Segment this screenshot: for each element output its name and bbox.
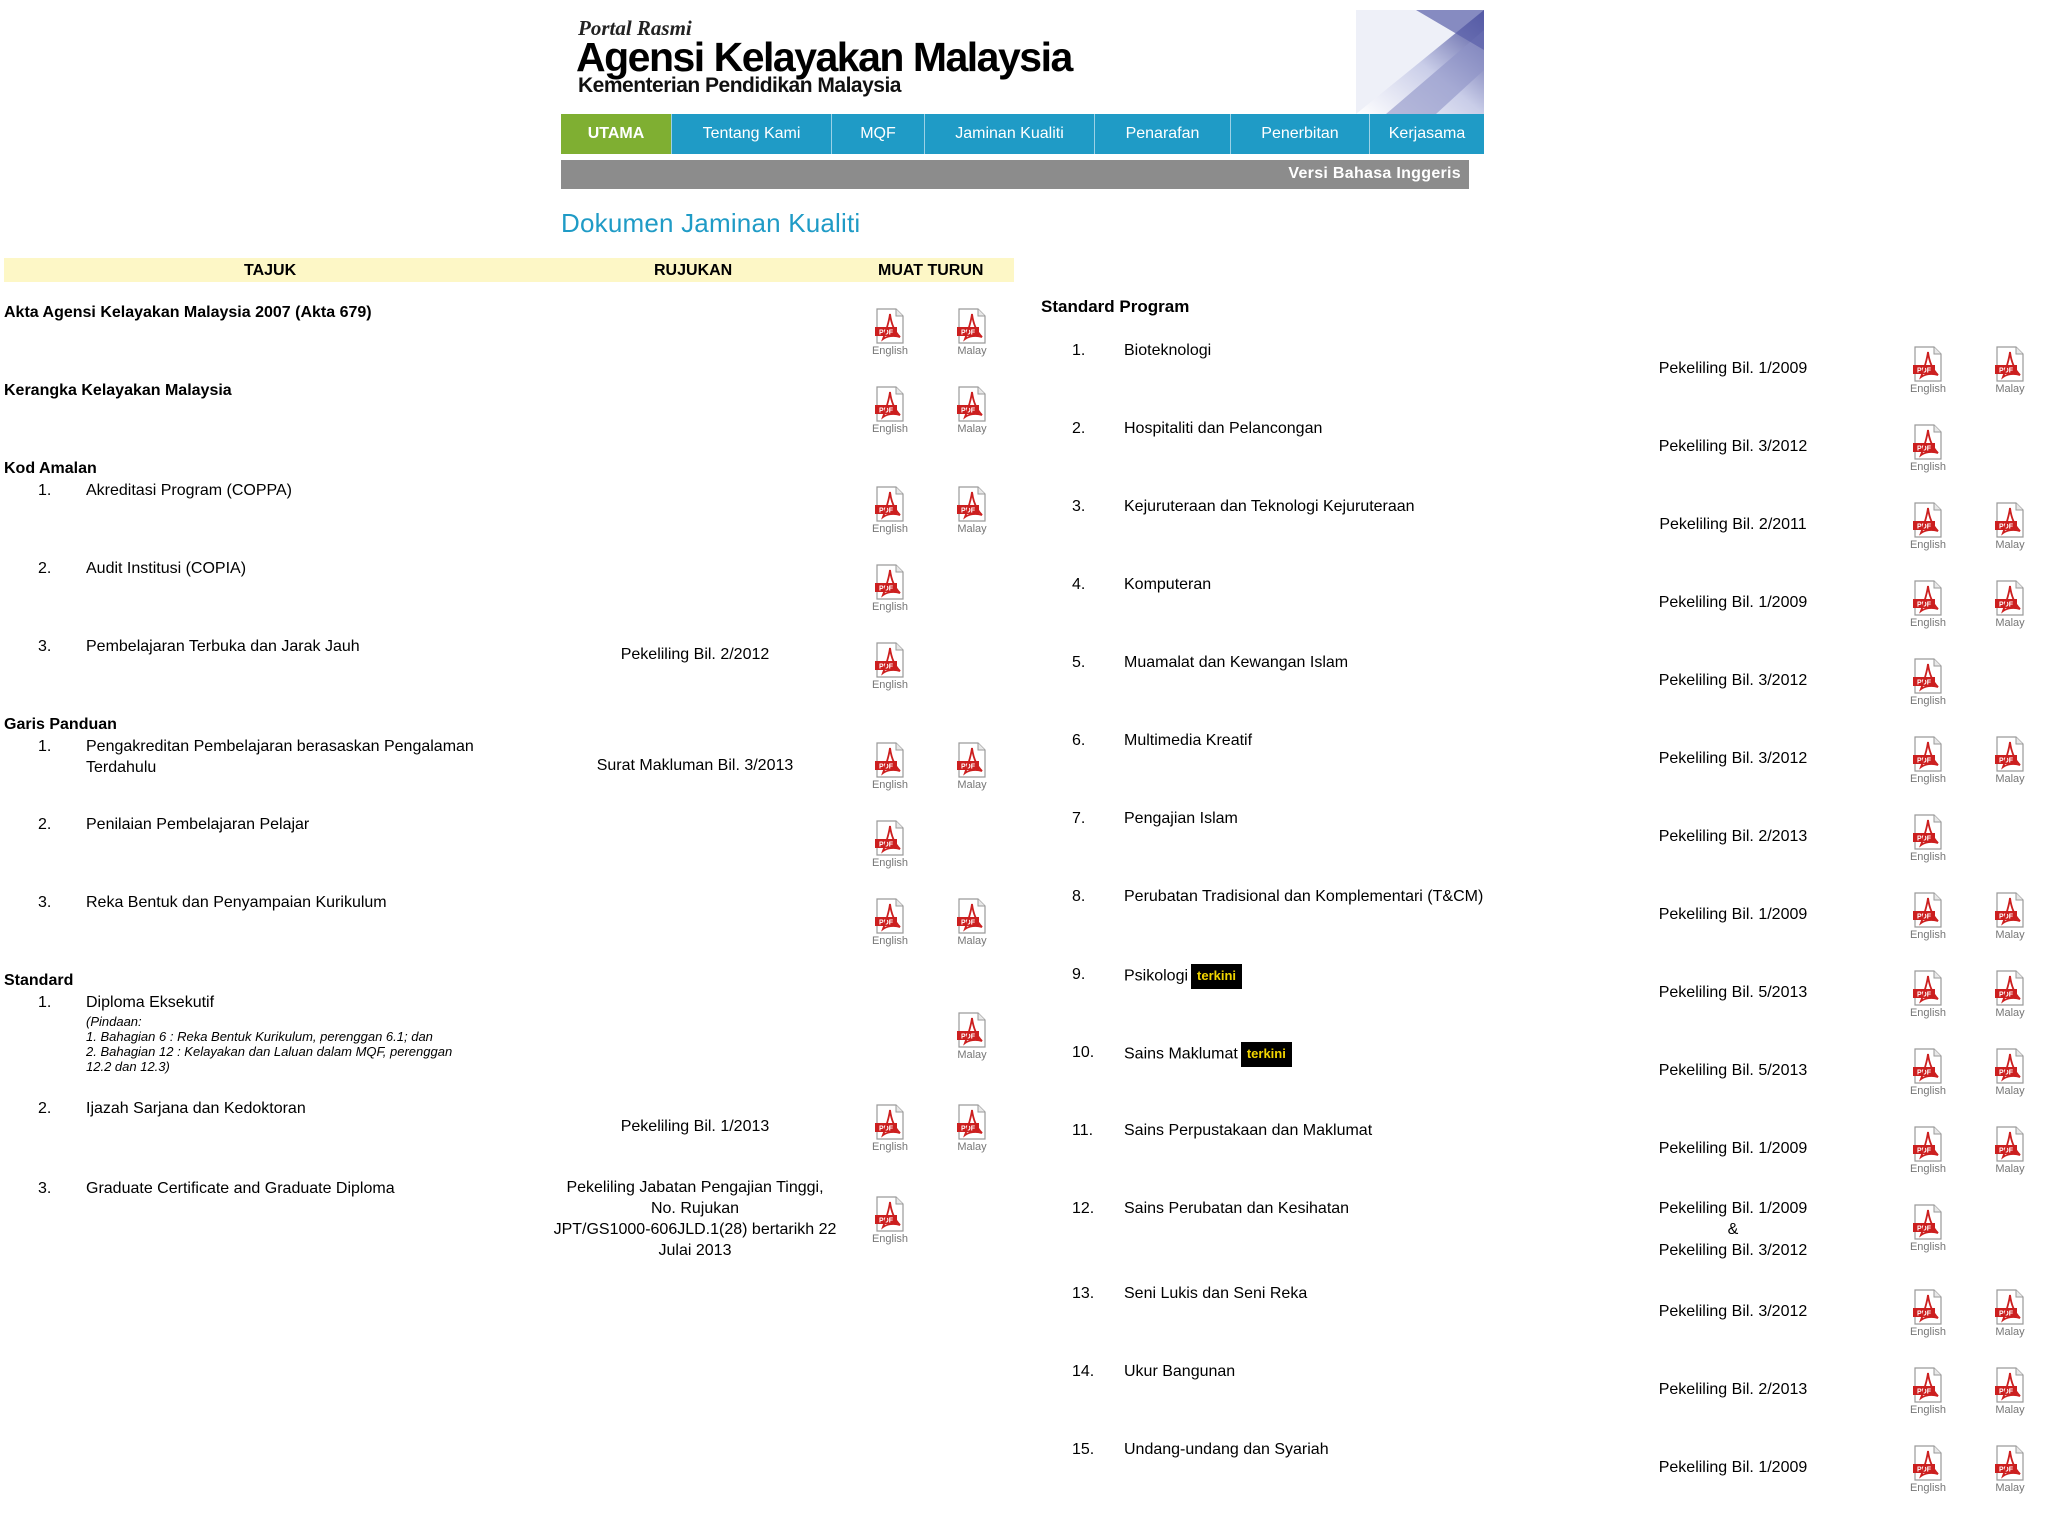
pdf-label: English xyxy=(871,935,909,947)
pdf-icon xyxy=(874,742,906,778)
doc-reference: Pekeliling Bil. 1/2013 xyxy=(620,1118,770,1135)
pdf-english-kerangka[interactable] xyxy=(870,386,910,436)
pdf-english-program-5[interactable] xyxy=(1908,658,1948,708)
pdf-label: English xyxy=(871,523,909,535)
pdf-english-akta[interactable] xyxy=(870,308,910,358)
program-reference: Pekeliling Bil. 3/2012 xyxy=(1658,1242,1808,1259)
doc-title-cont: Terdahulu xyxy=(86,759,157,776)
pdf-label: English xyxy=(1909,773,1947,785)
pdf-english-penilaian[interactable] xyxy=(870,820,910,870)
english-version-link[interactable]: Versi Bahasa Inggeris xyxy=(1288,165,1461,182)
pdf-label: English xyxy=(1909,1163,1947,1175)
pdf-label: English xyxy=(1909,1482,1947,1494)
program-title-text: Pengajian Islam xyxy=(1124,810,1238,827)
pdf-icon xyxy=(1912,892,1944,928)
doc-title: Reka Bentuk dan Penyampaian Kurikulum xyxy=(86,894,387,911)
pdf-icon xyxy=(1912,1126,1944,1162)
program-title xyxy=(1124,1120,1372,1141)
pdf-label: English xyxy=(1909,1241,1947,1253)
program-title-text: Psikologi xyxy=(1124,967,1189,985)
pdf-icon xyxy=(1912,736,1944,772)
row-number: 7. xyxy=(1072,810,1086,827)
pdf-icon xyxy=(1912,580,1944,616)
program-title xyxy=(1124,808,1238,829)
nav-penerbitan[interactable]: Penerbitan xyxy=(1231,114,1370,154)
pdf-english-coppa[interactable] xyxy=(870,486,910,536)
kod-amalan-title: Kod Amalan xyxy=(4,460,97,477)
pdf-english-program-2[interactable] xyxy=(1908,424,1948,474)
nav-tentang-kami[interactable]: Tentang Kami xyxy=(672,114,832,154)
pdf-icon xyxy=(1912,1289,1944,1325)
pdf-label: Malay xyxy=(1995,1482,2025,1494)
program-reference: Pekeliling Bil. 1/2009 xyxy=(1658,1140,1808,1157)
pdf-label: English xyxy=(871,423,909,435)
pdf-malay-kurikulum[interactable] xyxy=(952,898,992,948)
row-number: 9. xyxy=(1072,966,1086,983)
program-title-text: Multimedia Kreatif xyxy=(1124,732,1253,749)
pdf-icon xyxy=(874,1104,906,1140)
pdf-label: English xyxy=(871,857,909,869)
language-bar xyxy=(561,160,1469,189)
pdf-icon xyxy=(1994,736,2026,772)
row-number: 2. xyxy=(1072,420,1086,437)
program-title-text: Komputeran xyxy=(1124,576,1212,593)
row-number: 11. xyxy=(1072,1122,1094,1139)
pdf-icon xyxy=(1912,502,1944,538)
row-number: 2. xyxy=(38,816,52,833)
pdf-label: Malay xyxy=(1995,1007,2025,1019)
pdf-malay-program-4[interactable] xyxy=(1990,580,2030,630)
row-number: 3. xyxy=(38,894,52,911)
pdf-malay-program-11[interactable] xyxy=(1990,1126,2030,1176)
program-reference: Pekeliling Bil. 1/2009 xyxy=(1658,594,1808,611)
header-decoration-graphic xyxy=(1356,10,1484,114)
row-number: 5. xyxy=(1072,654,1086,671)
program-title xyxy=(1124,418,1322,439)
site-header xyxy=(562,10,1484,114)
doc-note: 12.2 dan 12.3) xyxy=(86,1059,170,1074)
pdf-label: Malay xyxy=(1995,1085,2025,1097)
pdf-icon xyxy=(874,820,906,856)
pdf-icon xyxy=(874,386,906,422)
pdf-english-program-4[interactable] xyxy=(1908,580,1948,630)
pdf-icon xyxy=(1994,346,2026,382)
doc-title: Pembelajaran Terbuka dan Jarak Jauh xyxy=(86,638,360,655)
pdf-label: English xyxy=(871,345,909,357)
pdf-label: Malay xyxy=(1995,773,2025,785)
garis-panduan-title: Garis Panduan xyxy=(4,716,117,733)
pdf-label: Malay xyxy=(957,1141,987,1153)
pdf-malay-program-6[interactable] xyxy=(1990,736,2030,786)
pdf-label: English xyxy=(871,601,909,613)
row-number: 1. xyxy=(38,482,52,499)
program-title xyxy=(1124,1042,1292,1067)
row-number: 1. xyxy=(1072,342,1086,359)
program-title xyxy=(1124,574,1211,595)
program-title xyxy=(1124,340,1211,361)
row-number: 12. xyxy=(1072,1200,1095,1217)
program-title xyxy=(1124,730,1252,751)
row-number: 6. xyxy=(1072,732,1086,749)
pdf-label: English xyxy=(1909,1326,1947,1338)
header-tajuk: TAJUK xyxy=(244,262,297,279)
pdf-icon xyxy=(1912,424,1944,460)
doc-note: (Pindaan: xyxy=(86,1014,142,1029)
program-title xyxy=(1124,652,1348,673)
pdf-malay-program-13[interactable] xyxy=(1990,1289,2030,1339)
page-title: Dokumen Jaminan Kualiti xyxy=(561,208,861,238)
doc-note: 2. Bahagian 12 : Kelayakan dan Laluan dalam MQF, perenggan xyxy=(86,1044,453,1059)
pdf-label: Malay xyxy=(957,779,987,791)
pdf-english-kurikulum[interactable] xyxy=(870,898,910,948)
pdf-label: English xyxy=(871,1141,909,1153)
doc-title: Pengakreditan Pembelajaran berasaskan Pengalaman xyxy=(86,738,474,755)
program-title-text: Perubatan Tradisional dan Komplementari (T&CM) xyxy=(1124,888,1484,905)
row-number: 8. xyxy=(1072,888,1086,905)
program-title-text: Bioteknologi xyxy=(1124,342,1212,359)
program-title-text: Hospitaliti dan Pelancongan xyxy=(1124,420,1323,437)
program-reference: Pekeliling Bil. 3/2012 xyxy=(1658,438,1808,455)
pdf-label: English xyxy=(871,779,909,791)
pdf-icon xyxy=(956,1012,988,1048)
pdf-icon xyxy=(1912,814,1944,850)
pdf-english-apel[interactable] xyxy=(870,742,910,792)
pdf-english-program-6[interactable] xyxy=(1908,736,1948,786)
program-title-text: Sains Maklumat xyxy=(1124,1045,1238,1063)
pdf-icon xyxy=(956,742,988,778)
doc-title: Ijazah Sarjana dan Kedoktoran xyxy=(86,1100,306,1117)
program-title-text: Kejuruteraan dan Teknologi Kejuruteraan xyxy=(1124,498,1415,515)
row-number: 10. xyxy=(1072,1044,1095,1061)
pdf-label: English xyxy=(1909,383,1947,395)
pdf-icon xyxy=(1994,1367,2026,1403)
doc-note: 1. Bahagian 6 : Reka Bentuk Kurikulum, perenggan 6.1; dan xyxy=(86,1029,433,1044)
pdf-english-sarjana[interactable] xyxy=(870,1104,910,1154)
doc-reference: Surat Makluman Bil. 3/2013 xyxy=(596,757,794,774)
pdf-malay-coppa[interactable] xyxy=(952,486,992,536)
pdf-malay-program-10[interactable] xyxy=(1990,1048,2030,1098)
pdf-english-program-1[interactable] xyxy=(1908,346,1948,396)
doc-reference: Pekeliling Jabatan Pengajian Tinggi, xyxy=(566,1179,824,1196)
pdf-english-program-8[interactable] xyxy=(1908,892,1948,942)
pdf-label: English xyxy=(1909,1085,1947,1097)
pdf-label: English xyxy=(871,1233,909,1245)
nav-kerjasama[interactable]: Kerjasama xyxy=(1370,114,1484,154)
pdf-label: English xyxy=(1909,929,1947,941)
pdf-english-program-3[interactable] xyxy=(1908,502,1948,552)
pdf-label: Malay xyxy=(1995,1163,2025,1175)
akta-title: Akta Agensi Kelayakan Malaysia 2007 (Akta 679) xyxy=(4,304,372,321)
pdf-icon xyxy=(1912,1445,1944,1481)
program-title xyxy=(1124,1198,1349,1219)
doc-reference: Julai 2013 xyxy=(658,1242,732,1259)
portal-rasmi-label: Portal Rasmi xyxy=(578,16,692,40)
standard-program-title: Standard Program xyxy=(1041,297,1190,316)
pdf-english-copia[interactable] xyxy=(870,564,910,614)
program-title xyxy=(1124,1283,1307,1304)
pdf-icon xyxy=(1994,1048,2026,1084)
pdf-icon xyxy=(874,1196,906,1232)
pdf-icon xyxy=(956,486,988,522)
pdf-icon xyxy=(1994,580,2026,616)
doc-title: Akreditasi Program (COPPA) xyxy=(86,482,292,499)
program-reference: Pekeliling Bil. 2/2011 xyxy=(1659,516,1807,533)
pdf-malay-program-15[interactable] xyxy=(1990,1445,2030,1495)
table-header xyxy=(4,258,1014,282)
pdf-label: Malay xyxy=(1995,929,2025,941)
nav-jaminan-kualiti[interactable]: Jaminan Kualiti xyxy=(925,114,1095,154)
pdf-label: Malay xyxy=(957,1049,987,1061)
pdf-icon xyxy=(1912,658,1944,694)
program-reference: Pekeliling Bil. 5/2013 xyxy=(1658,984,1808,1001)
row-number: 1. xyxy=(38,994,52,1011)
row-number: 2. xyxy=(38,560,52,577)
program-title-text: Muamalat dan Kewangan Islam xyxy=(1124,654,1349,671)
pdf-label: English xyxy=(1909,1404,1947,1416)
terkini-badge: terkini xyxy=(1191,964,1242,989)
pdf-label: Malay xyxy=(1995,1326,2025,1338)
pdf-english-pjj[interactable] xyxy=(870,642,910,692)
doc-title: Penilaian Pembelajaran Pelajar xyxy=(86,816,310,833)
pdf-malay-program-3[interactable] xyxy=(1990,502,2030,552)
pdf-label: Malay xyxy=(1995,617,2025,629)
pdf-icon xyxy=(874,642,906,678)
pdf-icon xyxy=(1994,1289,2026,1325)
pdf-icon xyxy=(1994,970,2026,1006)
pdf-english-program-10[interactable] xyxy=(1908,1048,1948,1098)
doc-title: Diploma Eksekutif xyxy=(86,994,215,1011)
standard-title: Standard xyxy=(4,972,74,989)
row-number: 3. xyxy=(38,1180,52,1197)
program-title-text: Ukur Bangunan xyxy=(1124,1363,1236,1380)
site-subtitle: Kementerian Pendidikan Malaysia xyxy=(578,74,901,97)
pdf-malay-apel[interactable] xyxy=(952,742,992,792)
program-title-text: Seni Lukis dan Seni Reka xyxy=(1124,1285,1308,1302)
program-reference: Pekeliling Bil. 3/2012 xyxy=(1658,750,1808,767)
program-reference: Pekeliling Bil. 3/2012 xyxy=(1658,672,1808,689)
pdf-label: Malay xyxy=(1995,1404,2025,1416)
program-reference: Pekeliling Bil. 1/2009 xyxy=(1658,906,1808,923)
terkini-badge: terkini xyxy=(1241,1042,1292,1067)
nav-penarafan[interactable]: Penarafan xyxy=(1095,114,1231,154)
pdf-icon xyxy=(874,308,906,344)
program-title xyxy=(1124,496,1415,517)
pdf-malay-program-8[interactable] xyxy=(1990,892,2030,942)
nav-mqf[interactable]: MQF xyxy=(832,114,925,154)
pdf-english-program-13[interactable] xyxy=(1908,1289,1948,1339)
program-reference: Pekeliling Bil. 5/2013 xyxy=(1658,1062,1808,1079)
pdf-icon xyxy=(956,386,988,422)
program-reference: & xyxy=(1727,1221,1739,1238)
pdf-label: Malay xyxy=(1995,539,2025,551)
doc-reference: No. Rujukan xyxy=(650,1200,740,1217)
pdf-label: English xyxy=(1909,539,1947,551)
program-title-text: Undang-undang dan Syariah xyxy=(1124,1441,1329,1458)
row-number: 4. xyxy=(1072,576,1086,593)
program-reference: Pekeliling Bil. 2/2013 xyxy=(1658,828,1808,845)
row-number: 15. xyxy=(1072,1441,1095,1458)
row-number: 3. xyxy=(1072,498,1086,515)
pdf-malay-program-9[interactable] xyxy=(1990,970,2030,1020)
pdf-icon xyxy=(1912,1367,1944,1403)
pdf-icon xyxy=(874,564,906,600)
pdf-icon xyxy=(874,486,906,522)
pdf-label: English xyxy=(1909,851,1947,863)
program-reference: Pekeliling Bil. 1/2009 xyxy=(1658,360,1808,377)
pdf-label: English xyxy=(1909,461,1947,473)
pdf-label: Malay xyxy=(957,423,987,435)
pdf-icon xyxy=(1994,1126,2026,1162)
row-number: 1. xyxy=(38,738,52,755)
row-number: 2. xyxy=(38,1100,52,1117)
program-reference: Pekeliling Bil. 1/2009 xyxy=(1658,1459,1808,1476)
pdf-label: English xyxy=(871,679,909,691)
pdf-icon xyxy=(1912,970,1944,1006)
pdf-malay-sarjana[interactable] xyxy=(952,1104,992,1154)
program-title xyxy=(1124,1439,1329,1460)
pdf-label: English xyxy=(1909,695,1947,707)
kerangka-title: Kerangka Kelayakan Malaysia xyxy=(4,382,232,399)
row-number: 13. xyxy=(1072,1285,1095,1302)
row-number: 3. xyxy=(38,638,52,655)
pdf-english-program-9[interactable] xyxy=(1908,970,1948,1020)
program-reference: Pekeliling Bil. 1/2009 xyxy=(1658,1200,1808,1217)
row-number: 14. xyxy=(1072,1363,1095,1380)
program-title-text: Sains Perpustakaan dan Maklumat xyxy=(1124,1122,1373,1139)
main-nav xyxy=(561,114,1484,154)
pdf-malay-program-1[interactable] xyxy=(1990,346,2030,396)
doc-reference: JPT/GS1000-606JLD.1(28) bertarikh 22 xyxy=(553,1221,837,1238)
header-muat-turun: MUAT TURUN xyxy=(878,262,984,279)
header-rujukan: RUJUKAN xyxy=(654,262,733,279)
doc-title: Graduate Certificate and Graduate Diploma xyxy=(86,1180,395,1197)
program-title xyxy=(1124,1361,1235,1382)
pdf-icon xyxy=(1912,346,1944,382)
pdf-label: Malay xyxy=(1995,383,2025,395)
doc-reference: Pekeliling Bil. 2/2012 xyxy=(620,646,770,663)
pdf-english-program-12[interactable] xyxy=(1908,1204,1948,1254)
nav-utama[interactable]: UTAMA xyxy=(561,114,672,154)
pdf-malay-program-14[interactable] xyxy=(1990,1367,2030,1417)
pdf-icon xyxy=(1994,1445,2026,1481)
program-title-text: Sains Perubatan dan Kesihatan xyxy=(1124,1200,1350,1217)
pdf-english-graduate[interactable] xyxy=(870,1196,910,1246)
pdf-english-program-7[interactable] xyxy=(1908,814,1948,864)
pdf-label: Malay xyxy=(957,935,987,947)
pdf-icon xyxy=(874,898,906,934)
pdf-icon xyxy=(1912,1204,1944,1240)
site-title[interactable]: Agensi Kelayakan Malaysia xyxy=(576,34,1072,80)
program-reference: Pekeliling Bil. 3/2012 xyxy=(1658,1303,1808,1320)
pdf-malay-diploma-eksekutif[interactable] xyxy=(952,1012,992,1062)
program-title xyxy=(1124,964,1242,989)
pdf-icon xyxy=(956,898,988,934)
pdf-icon xyxy=(1994,892,2026,928)
pdf-english-program-15[interactable] xyxy=(1908,1445,1948,1495)
pdf-icon xyxy=(1912,1048,1944,1084)
pdf-english-program-11[interactable] xyxy=(1908,1126,1948,1176)
pdf-icon xyxy=(1994,502,2026,538)
pdf-label: Malay xyxy=(957,523,987,535)
pdf-label: English xyxy=(1909,617,1947,629)
program-reference: Pekeliling Bil. 2/2013 xyxy=(1658,1381,1808,1398)
pdf-icon xyxy=(956,308,988,344)
pdf-english-program-14[interactable] xyxy=(1908,1367,1948,1417)
pdf-icon xyxy=(956,1104,988,1140)
program-title xyxy=(1124,886,1483,907)
pdf-label: English xyxy=(1909,1007,1947,1019)
pdf-label: Malay xyxy=(957,345,987,357)
pdf-malay-akta[interactable] xyxy=(952,308,992,358)
pdf-malay-kerangka[interactable] xyxy=(952,386,992,436)
doc-title: Audit Institusi (COPIA) xyxy=(86,560,247,577)
